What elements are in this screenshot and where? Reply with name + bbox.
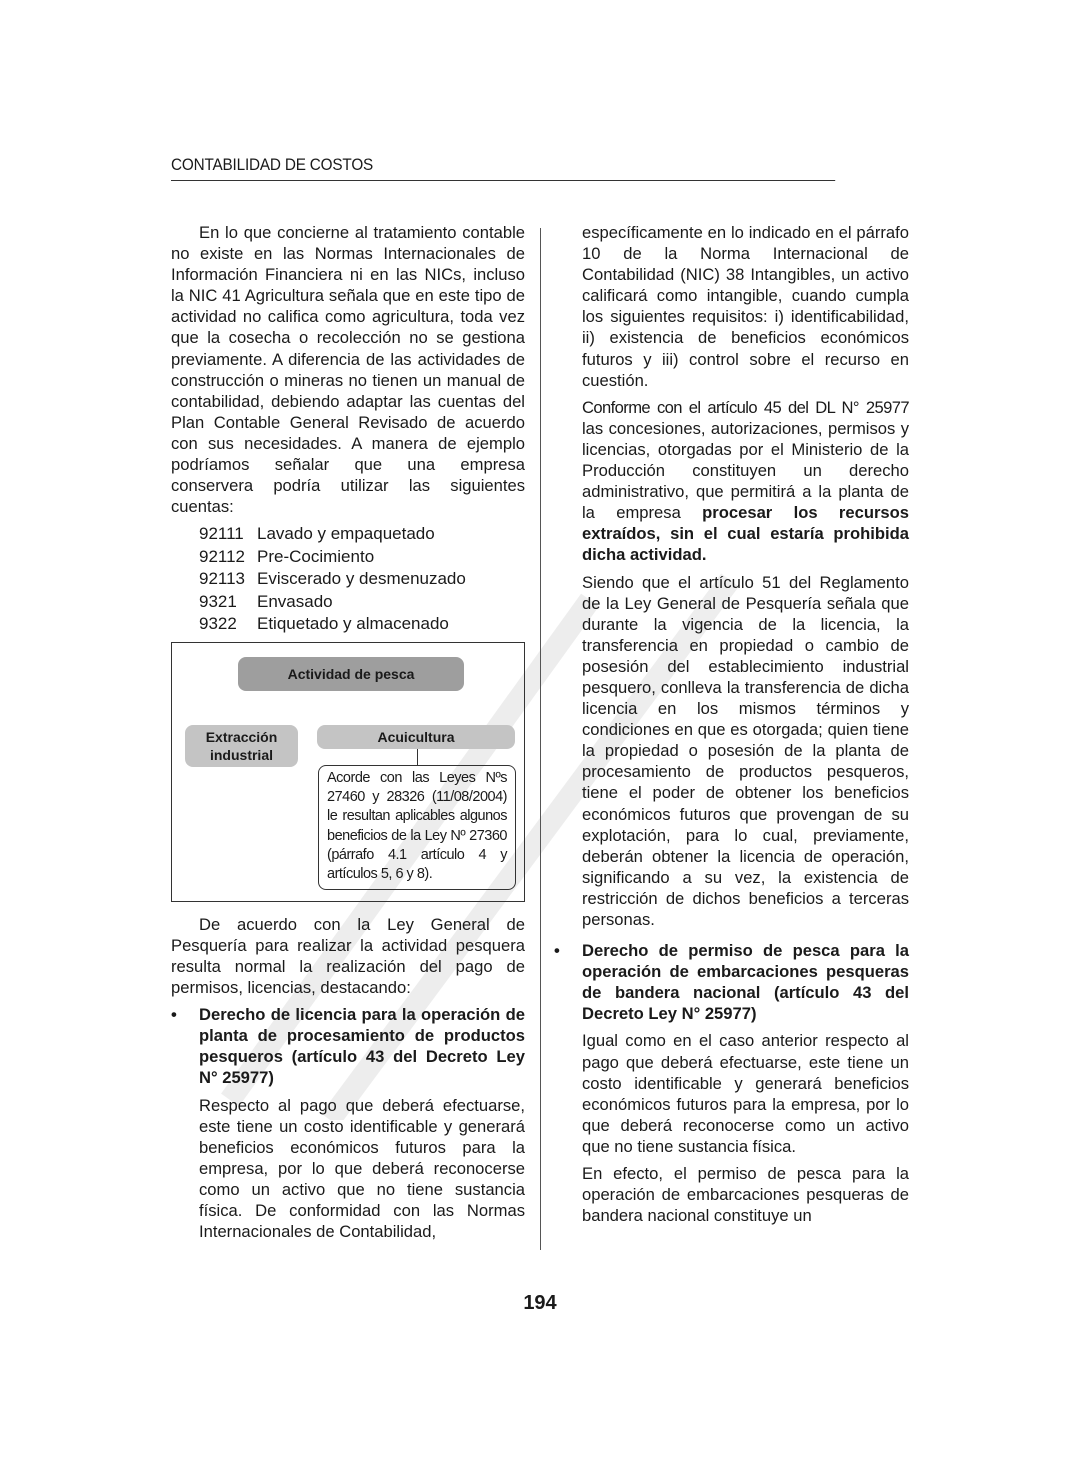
account-list [199,523,525,636]
paragraph: En efecto, el permiso de pesca para la operación de embarcaciones pesqueras de bandera nacional constituye un [582,1164,909,1226]
fishing-activity-diagram [171,642,525,902]
account-name: Lavado y empaquetado [257,524,435,544]
account-name: Etiquetado y almacenado [257,614,449,634]
account-item [199,613,525,636]
bullet-icon: • [171,1005,177,1025]
left-column [171,222,525,1248]
account-name: Eviscerado y desmenuzado [257,569,466,589]
account-item [199,568,525,591]
running-header: CONTABILIDAD DE COSTOS [171,155,835,181]
account-name: Envasado [257,591,333,611]
bullet-icon: • [554,941,560,961]
account-item [199,546,525,569]
account-code: 92113 [199,569,246,589]
bullet-title: Derecho de licencia para la operación de planta de procesamiento de productos pesqueros (artículo 43 del Decreto Ley N° 25977) [199,1005,525,1088]
paragraph-bold: procesar los recursos extraídos, sin el cual estaría prohibida dicha actividad. [582,503,910,565]
bullet-item [554,940,909,1226]
paragraph [582,397,909,566]
paragraph: De acuerdo con la Ley General de Pesquería para realizar la actividad pesquera resulta normal la realización del pago de permisos, licencias, destacando: [171,914,525,998]
paragraph-lead: Conforme con el artículo 45 del DL N° 25977 [582,397,909,417]
diagram-node-acuicultura: Acuicultura [317,725,515,749]
diagram-note: Acorde con las Leyes Nºs 27460 y 28326 (11/08/2004) le resultan aplicables algunos beneficios de la Ley Nº 27360 (párrafo 4.1 artículo 4 y artículos 5, 6 y 8). [318,765,516,890]
column-divider [540,228,541,1250]
paragraph: Siendo que el artículo 51 del Reglamento de la Ley General de Pesquería señala que durante la vigencia de la licencia, la transferencia en propiedad o cambio de posesión del establecimiento industrial pesquero, conlleva la transferencia de dicha licencia en los mismos términos y condiciones en que es otorgada; quien tiene la propiedad o posesión de la planta de procesamiento de productos pesqueros, tiene el poder de obtener los beneficios económicos futuros que provengan de su explotación, para lo cual, previamente, deberán obtener la licencia de operación, significando a su vez, la existencia de restricción de dichos beneficios a terceras personas. [582,572,909,929]
account-code: 9321 [199,591,237,611]
diagram-node-extraccion: Extracción industrial [185,725,298,767]
bullet-title: Derecho de permiso de pesca para la operación de embarcaciones pesqueras de bandera nacional (artículo 43 del Decreto Ley N° 25977) [582,941,909,1024]
diagram-node-actividad-pesca: Actividad de pesca [238,657,464,691]
account-code: 9322 [199,614,237,634]
diagram-connector [417,749,418,765]
paragraph: específicamente en lo indicado en el párrafo 10 de la Norma Internacional de Contabilidad (NIC) 38 Intangibles, un activo calificará como intangible, cuando cumpla los siguientes requisitos: i) identificabilidad, ii) existencia de beneficios económicos futuros y iii) control sobre el recurso en cuestión. [582,223,909,390]
paragraph: Respecto al pago que deberá efectuarse, este tiene un costo identificable y generará beneficios económicos futuros para la empresa, por lo que deberá reconocerse como un activo que no tiene sustancia física. De conformidad con las Normas Internacionales de Contabilidad, [199,1095,525,1242]
paragraph-text: las concesiones, autorizaciones, permisos y licencias, otorgadas por el Ministerio de la Producción constituyen un derecho administrativo, que permitirá a la planta de la empresa [582,418,909,523]
account-item [199,591,525,614]
bullet-item [171,1004,525,1242]
intro-paragraph: En lo que concierne al tratamiento contable no existe en las Normas Internacionales de Información Financiera ni en las NICs, incluso la NIC 41 Agricultura señala que en este tipo de actividad no califica como agricultura, toda vez que la cosecha o recolección no se gestiona previamente. A diferencia de las actividades de construcción o mineras no tienen un manual de contabilidad, debiendo adaptar las cuentas del Plan Contable General Revisado de acuerdo con sus necesidades. A manera de ejemplo podríamos señalar que una empresa conservera podría utilizar las siguientes cuentas: [171,223,525,517]
page-number: 194 [523,1292,557,1314]
right-column [554,222,910,1232]
account-code: 92112 [199,546,246,566]
account-name: Pre-Cocimiento [257,546,375,566]
paragraph: Igual como en el caso anterior respecto al pago que deberá efectuarse, este tiene un costo identificable y generará beneficios económicos futuros para la empresa, por lo que deberá reconocerse como un activo que no tiene sustancia física. [582,1031,909,1156]
account-code: 92111 [199,524,244,544]
account-item [199,523,525,546]
